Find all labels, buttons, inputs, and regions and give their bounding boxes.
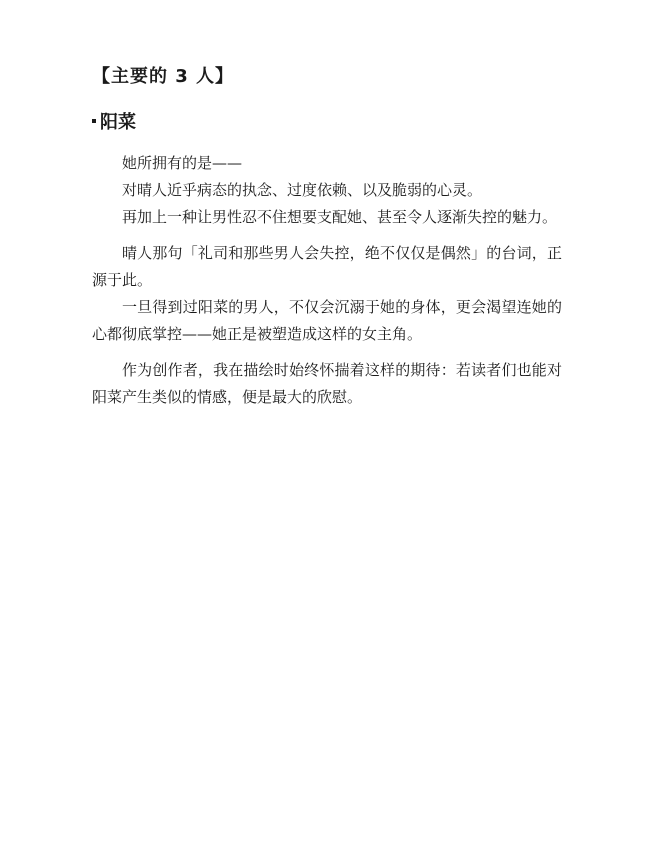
paragraph: 她所拥有的是——	[122, 154, 243, 172]
paragraph: 作为创作者，我在描绘时始终怀揣着这样的期待：若读者们也能对阳菜产生类似的情感，便是最大的欣慰。	[92, 361, 562, 406]
paragraph: 晴人那句「礼司和那些男人会失控，绝不仅仅是偶然」的台词，正源于此。	[92, 244, 562, 289]
bullet-icon	[92, 119, 96, 123]
character-heading	[92, 108, 136, 134]
document-body	[92, 150, 562, 411]
paragraph: 对晴人近乎病态的执念、过度依赖、以及脆弱的心灵。	[122, 181, 483, 199]
section-heading: 【主要的 3 人】	[92, 66, 235, 87]
paragraph: 一旦得到过阳菜的男人，不仅会沉溺于她的身体，更会渴望连她的心都彻底掌控——她正是被塑造成这样的女主角。	[92, 298, 562, 343]
character-name: 阳菜	[100, 112, 136, 133]
paragraph: 再加上一种让男性忍不住想要支配她、甚至令人逐渐失控的魅力。	[122, 208, 558, 226]
